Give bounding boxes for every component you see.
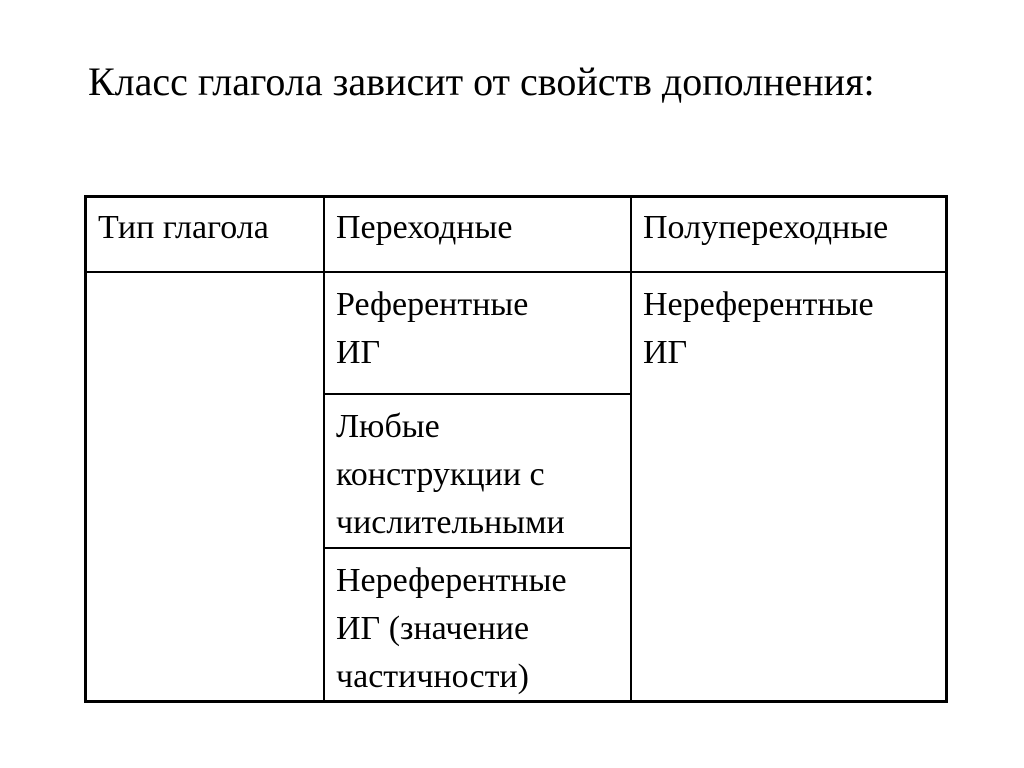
transitive-row-separator-1: [323, 393, 632, 395]
table-border-top: [84, 195, 948, 198]
transitive-cell-numerals: Любые конструкции с числительными: [336, 408, 565, 541]
header-transitive: Переходные: [336, 209, 513, 246]
semitransitive-cell-nonreferential: Нереферентные ИГ: [643, 286, 874, 371]
transitive-cell-partitive: Нереферентные ИГ (значение частичности): [336, 562, 567, 695]
transitive-cell-referential: Референтные ИГ: [336, 286, 529, 371]
verb-class-table: [84, 195, 948, 703]
header-verb-type: Тип глагола: [98, 209, 269, 246]
header-semitransitive: Полупереходные: [643, 209, 889, 246]
header-separator: [84, 271, 948, 273]
transitive-row-separator-2: [323, 547, 632, 549]
slide-title: Класс глагола зависит от свойств дополнения:: [88, 59, 875, 104]
